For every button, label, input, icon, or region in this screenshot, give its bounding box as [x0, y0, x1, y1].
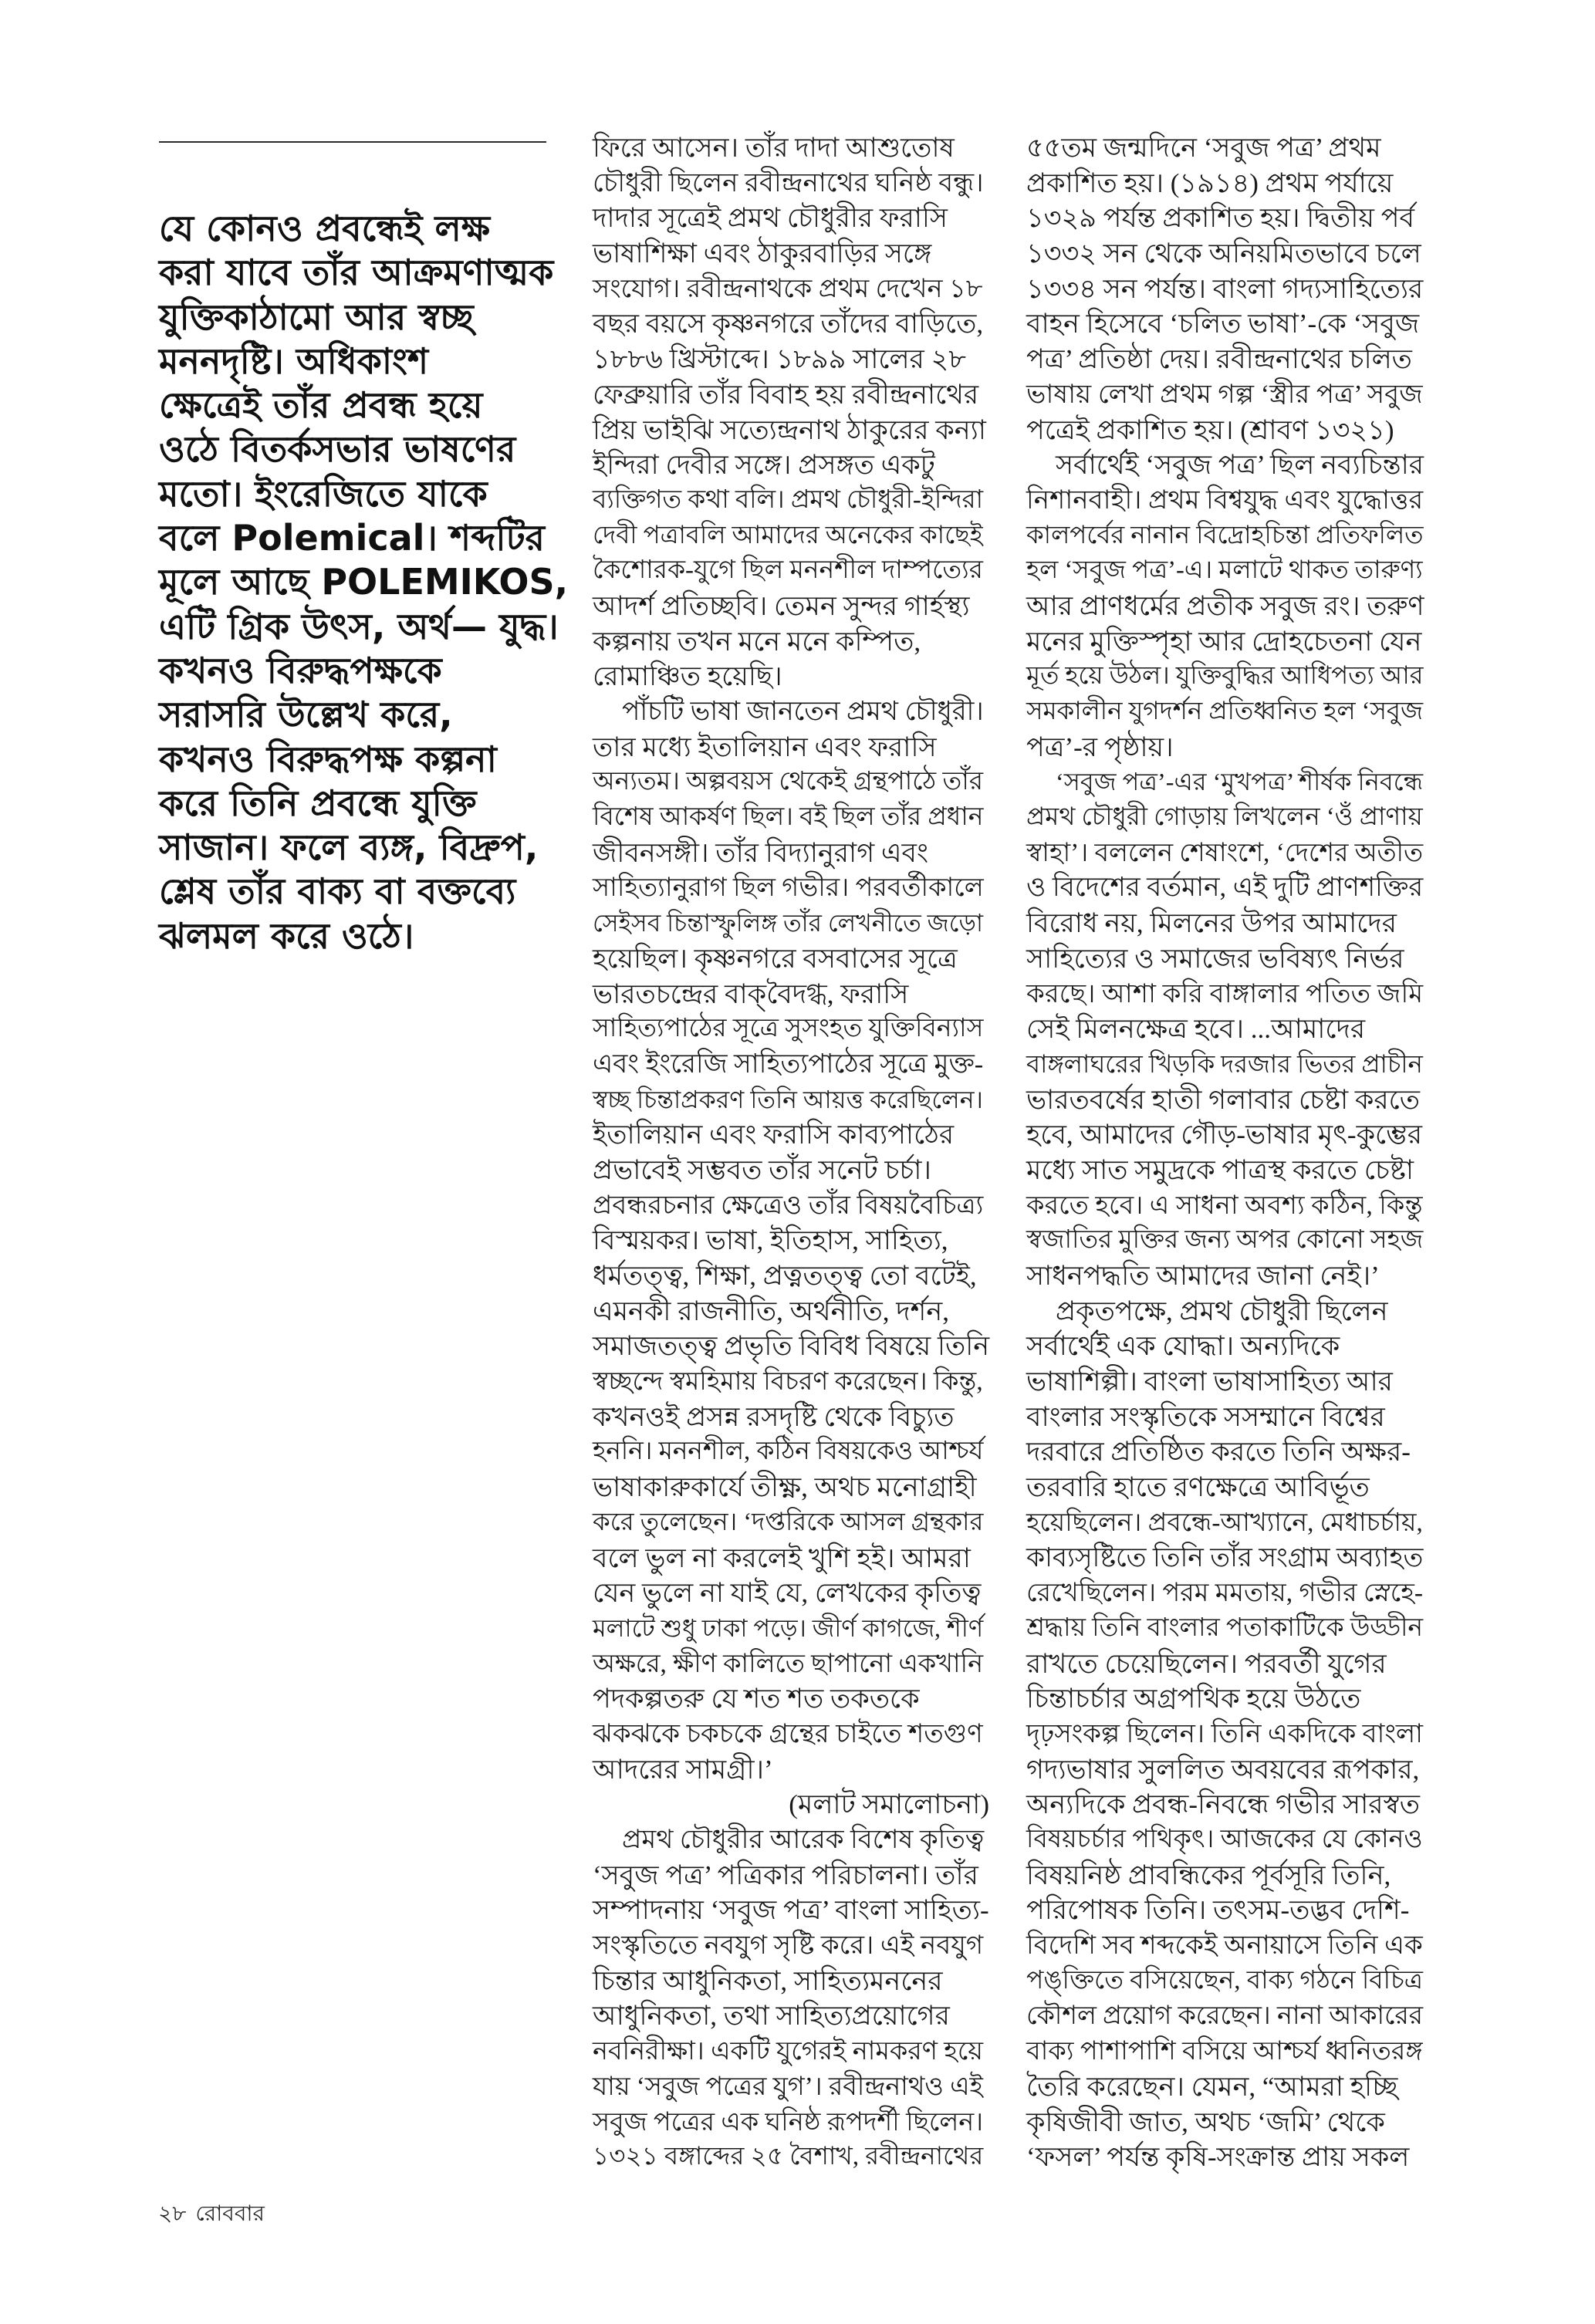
- page-number: ২৮: [158, 2202, 187, 2226]
- text-line: করতে হবে। এ সাধনা অবশ্য কঠিন, কিন্তু: [1026, 1191, 1423, 1220]
- text-line: অন্যতম। অল্পবয়স থেকেই গ্রন্থপাঠে তাঁর: [593, 768, 984, 796]
- text-line: বাক্য পাশাপাশি বসিয়ে আশ্চর্য ধ্বনিতরঙ্গ: [1026, 2037, 1423, 2066]
- text-line: আদর্শ প্রতিচ্ছবি। তেমন সুন্দর গার্হস্থ্য: [593, 590, 970, 621]
- text-line: ১৮৮৬ খ্রিস্টাব্দে। ১৮৯৯ সালের ২৮: [593, 344, 966, 375]
- paragraph: [1026, 1294, 1429, 2175]
- paragraph: [1026, 765, 1429, 1293]
- text-line: বাংলার সংস্কৃতিকে সসম্মানে বিশ্বের: [1026, 1401, 1385, 1432]
- text-line: পঙ্‌ক্তিতে বসিয়েছেন, বাক্য গঠনে বিচিত্র: [1026, 1966, 1424, 1995]
- text-line: ভাষাশিক্ষা এবং ঠাকুরবাড়ির সঙ্গে: [593, 238, 932, 269]
- text-line: প্রিয় ভাইঝি সত্যেন্দ্রনাথ ঠাকুরের কন্যা: [593, 414, 986, 445]
- text-line: চিন্তাচর্চার অগ্রপথিক হয়ে উঠতে: [1026, 1684, 1361, 1714]
- text-line: সমাজতত্ত্ব প্রভৃতি বিবিধ বিষয়ে তিনি: [593, 1331, 990, 1362]
- text-line: ‘সবুজ পত্র’-এর ‘মুখপত্র’ শীর্ষক নিবন্ধে: [1056, 768, 1424, 796]
- top-rule: [159, 141, 546, 143]
- pull-quote-line: সাজান। ফলে ব্যঙ্গ, বিদ্রুপ,: [159, 826, 539, 869]
- text-line: সম্পাদনায় ‘সবুজ পত্র’ বাংলা সাহিত্য-: [593, 1895, 989, 1926]
- text-line: সেইসব চিন্তাস্ফুলিঙ্গ তাঁর লেখনীতে জড়ো: [593, 910, 984, 937]
- text-line: প্রভাবেই সম্ভবত তাঁর সনেট চর্চা।: [593, 1154, 931, 1185]
- text-line: এমনকী রাজনীতি, অর্থনীতি, দর্শন,: [593, 1295, 949, 1326]
- text-line: ঝকঝকে চকচকে গ্রন্থের চাইতে শতগুণ: [593, 1719, 983, 1748]
- text-line: হননি। মননশীল, কঠিন বিষয়কেও আশ্চর্য: [593, 1437, 984, 1466]
- text-line: গদ্যভাষার সুললিত অবয়বের রূপকার,: [1026, 1754, 1420, 1785]
- text-line: চিন্তার আধুনিকতা, সাহিত্যমননের: [593, 1965, 943, 1996]
- text-line: ‘সবুজ পত্র’ পত্রিকার পরিচালনা। তাঁর: [593, 1860, 978, 1890]
- text-line: ভাষায় লেখা প্রথম গল্প ‘স্ত্রীর পত্র’ সবুজ: [1026, 380, 1423, 409]
- text-line: প্রমথ চৌধুরীর আরেক বিশেষ কৃতিত্ব: [622, 1826, 985, 1854]
- text-line: সবুজ পত্রের এক ঘনিষ্ঠ রূপদর্শী ছিলেন।: [593, 2107, 984, 2137]
- text-line: কখনওই প্রসন্ন রসদৃষ্টি থেকে বিচ্যুত: [593, 1401, 955, 1432]
- text-line: সংযোগ। রবীন্দ্রনাথকে প্রথম দেখেন ১৮: [593, 274, 983, 303]
- text-line: সাহিত্যানুরাগ ছিল গভীর। পরবর্তীকালে: [593, 873, 984, 903]
- text-line: সমকালীন যুগদর্শন প্রতিধ্বনিত হল ‘সবুজ: [1026, 698, 1424, 725]
- text-line: আর প্রাণধর্মের প্রতীক সবুজ রং। তরুণ: [1026, 590, 1424, 621]
- pull-quote-line: ক্ষেত্রেই তাঁর প্রবন্ধ হয়ে: [159, 384, 483, 427]
- text-line: নবনিরীক্ষা। একটি যুগেরই নামকরণ হয়ে: [593, 2037, 983, 2066]
- text-line: পরিপোষক তিনি। তৎসম-তদ্ভব দেশি-: [1026, 1895, 1410, 1926]
- text-line: ধর্মতত্ত্ব, শিক্ষা, প্রত্নতত্ত্ব তো বটেই,: [593, 1261, 977, 1291]
- text-line: পত্র’ প্রতিষ্ঠা দেয়। রবীন্দ্রনাথের চলিত: [1026, 344, 1412, 375]
- paragraph: [593, 1822, 989, 2175]
- publication-name: রোববার: [195, 2202, 265, 2226]
- text-line: করে তুলেছেন। ‘দপ্তরিকে আসল গ্রন্থকার: [593, 1508, 984, 1536]
- text-line: স্বাহা’। বললেন শেষাংশে, ‘দেশের অতীত: [1026, 838, 1424, 867]
- text-line: বাঙ্গলাঘরের খিড়কি দরজার ভিতর প্রাচীন: [1026, 1049, 1423, 1078]
- text-line: স্বচ্ছ চিন্তাপ্রকরণ তিনি আয়ত্ত করেছিলেন।: [593, 1086, 983, 1113]
- text-line: মলাটে শুধু ঢাকা পড়ে। জীর্ণ কাগজে, শীর্ণ: [593, 1614, 984, 1642]
- text-line: মনের মুক্তিস্পৃহা আর দ্রোহচেতনা যেন: [1026, 626, 1422, 657]
- paragraph: [1026, 448, 1429, 765]
- text-line: দেবী পত্রাবলি আমাদের অনেকের কাছেই: [593, 521, 983, 549]
- pull-quote-line: যুক্তিকাঠামো আর স্বচ্ছ: [159, 296, 474, 338]
- pull-quote-line: শ্লেষ তাঁর বাক্য বা বক্তব্যে: [159, 870, 516, 913]
- text-line: হবে, আমাদের গৌড়-ভাষার মৃৎ-কুম্ভের: [1026, 1120, 1423, 1150]
- text-line: যেন ভুলে না যাই যে, লেখকের কৃতিত্ব: [593, 1578, 982, 1609]
- text-line: সাহিত্যের ও সমাজের ভবিষ্যৎ নির্ভর: [1026, 943, 1404, 974]
- text-line: দাদার সূত্রেই প্রমথ চৌধুরীর ফরাসি: [593, 203, 948, 234]
- pull-quote-line: সরাসরি উল্লেখ করে,: [159, 694, 453, 736]
- text-line: প্রমথ চৌধুরী গোড়ায় লিখলেন ‘ওঁ প্রাণায়: [1026, 803, 1423, 832]
- text-line: ভাষাশিল্পী। বাংলা ভাষাসাহিত্য আর: [1026, 1366, 1393, 1397]
- text-line: বিরোধ নয়, মিলনের উপর আমাদের: [1026, 908, 1397, 939]
- pull-quote-line: মূলে আছে POLEMIKOS,: [159, 561, 569, 603]
- pull-quote-line: করা যাবে তাঁর আক্রমণাত্মক: [159, 252, 554, 294]
- pull-quote-line: বলে Polemical। শব্দটির: [159, 517, 545, 559]
- text-line: সেই মিলনক্ষেত্র হবে। ...আমাদের: [1026, 1014, 1366, 1045]
- article-column-right: [1026, 130, 1429, 2175]
- text-line: ব্যক্তিগত কথা বলি। প্রমথ চৌধুরী-ইন্দিরা: [593, 485, 984, 514]
- text-line: মূর্ত হয়ে উঠল। যুক্তিবুদ্ধির আধিপত্য আর: [1026, 662, 1424, 691]
- pull-quote-line: এটি গ্রিক উৎস, অর্থ— যুদ্ধ।: [159, 605, 559, 647]
- text-line: কালপর্বের নানান বিদ্রোহচিন্তা প্রতিফলিত: [1026, 521, 1424, 549]
- pull-quote: [159, 207, 568, 958]
- text-line: বিষয়নিষ্ঠ প্রাবন্ধিকের পূর্বসূরি তিনি,: [1026, 1860, 1391, 1890]
- text-line: বলে ভুল না করলেই খুশি হই। আমরা: [593, 1542, 971, 1573]
- source-citation: (মলাট সমালোচনা): [789, 1789, 989, 1820]
- pull-quote-line: করে তিনি প্রবন্ধে যুক্তি: [159, 782, 477, 824]
- text-line: তৈরি করেছেন। যেমন, “আমরা হচ্ছি: [1026, 2071, 1398, 2102]
- text-line: হয়েছিলেন। প্রবন্ধে-আখ্যানে, মেধাচর্চায়,: [1026, 1508, 1423, 1537]
- text-line: আদরের সামগ্রী।’: [593, 1754, 773, 1785]
- text-line: স্বচ্ছন্দে স্বমহিমায় বিচরণ করেছেন। কিন্তু,: [593, 1367, 983, 1397]
- text-line: ১৩২১ বঙ্গাব্দের ২৫ বৈশাখ, রবীন্দ্রনাথের: [593, 2143, 984, 2171]
- text-line: কাব্যসৃষ্টিতে তিনি তাঁর সংগ্রাম অব্যাহত: [1026, 1542, 1424, 1572]
- text-line: স্বজাতির মুক্তির জন্য অপর কোনো সহজ: [1026, 1226, 1424, 1255]
- text-line: ও বিদেশের বর্তমান, এই দুটি প্রাণশক্তির: [1026, 873, 1424, 903]
- text-line: সর্বার্থেই ‘সবুজ পত্র’ ছিল নব্যচিন্তার: [1056, 450, 1424, 481]
- text-line: দৃঢ়সংকল্প ছিলেন। তিনি একদিকে বাংলা: [1026, 1719, 1423, 1748]
- pull-quote-line: ওঠে বিতর্কসভার ভাষণের: [159, 428, 516, 471]
- text-line: পাঁচটি ভাষা জানতেন প্রমথ চৌধুরী।: [622, 697, 984, 726]
- text-line: ১৩৩২ সন থেকে অনিয়মিতভাবে চলে: [1026, 238, 1421, 269]
- text-line: ১৩৩৪ সন পর্যন্ত। বাংলা গদ্যসাহিত্যের: [1026, 273, 1424, 304]
- text-line: ‘ফসল’ পর্যন্ত কৃষি-সংক্রান্ত প্রায় সকল: [1026, 2142, 1410, 2173]
- pull-quote-line: কখনও বিরুদ্ধপক্ষ কল্পনা: [159, 738, 497, 780]
- text-line: বছর বয়সে কৃষ্ণনগরে তাঁদের বাড়িতে,: [593, 309, 984, 339]
- text-line: কল্পনায় তখন মনে মনে কম্পিত,: [593, 626, 921, 657]
- paragraph: [1026, 130, 1429, 448]
- text-line: সাহিত্যপাঠের সূত্রে সুসংহত যুক্তিবিন্যাস: [593, 1015, 984, 1043]
- pull-quote-line: মননদৃষ্টি। অধিকাংশ: [159, 339, 429, 382]
- text-line: প্রবন্ধরচনার ক্ষেত্রেও তাঁর বিষয়বৈচিত্র্য: [593, 1191, 984, 1220]
- text-line: তার মধ্যে ইতালিয়ান এবং ফরাসি: [593, 731, 937, 762]
- text-line: মধ্যে সাত সমুদ্রকে পাত্রস্থ করতে চেষ্টা: [1026, 1154, 1414, 1185]
- text-line: অক্ষরে, ক্ষীণ কালিতে ছাপানো একখানি: [593, 1649, 983, 1678]
- text-line: ইন্দিরা দেবীর সঙ্গে। প্রসঙ্গত একটু: [593, 450, 935, 481]
- text-line: ভারতবর্ষের হাতী গলাবার চেষ্টা করতে: [1026, 1084, 1420, 1115]
- text-line: নিশানবাহী। প্রথম বিশ্বযুদ্ধ এবং যুদ্ধোত্তর: [1026, 485, 1424, 515]
- text-line: এবং ইংরেজি সাহিত্যপাঠের সূত্রে মুক্ত-: [593, 1049, 984, 1079]
- text-line: রাখতে চেয়েছিলেন। পরবর্তী যুগের: [1026, 1648, 1387, 1679]
- text-line: ফিরে আসেন। তাঁর দাদা আশুতোষ: [593, 133, 955, 163]
- text-line: পত্র’-র পৃষ্ঠায়।: [1026, 731, 1174, 762]
- text-line: কৃষিজীবী জাত, অথচ ‘জমি’ থেকে: [1026, 2106, 1385, 2137]
- text-line: হল ‘সবুজ পত্র’-এ। মলাটে থাকত তারুণ্য: [1026, 556, 1423, 585]
- paragraph: [593, 130, 989, 694]
- pull-quote-line: যে কোনও প্রবন্ধেই লক্ষ: [159, 208, 491, 249]
- text-line: সর্বার্থেই এক যোদ্ধা। অন্যদিকে: [1026, 1331, 1340, 1362]
- text-line: বিশেষ আকর্ষণ ছিল। বই ছিল তাঁর প্রধান: [593, 803, 984, 832]
- text-line: ইতালিয়ান এবং ফরাসি কাব্যপাঠের: [593, 1120, 955, 1150]
- text-line: বিষয়চর্চার পথিকৃৎ। আজকের যে কোনও: [1026, 1826, 1423, 1853]
- text-line: বাহন হিসেবে ‘চলিত ভাষা’-কে ‘সবুজ: [1026, 309, 1420, 339]
- text-line: তরবারি হাতে রণক্ষেত্রে আবির্ভূত: [1026, 1472, 1370, 1503]
- text-line: সংস্কৃতিতে নবযুগ সৃষ্টি করে। এই নবযুগ: [593, 1931, 984, 1961]
- text-line: আধুনিকতা, তথা সাহিত্যপ্রয়োগের: [593, 2001, 950, 2032]
- text-line: রেখেছিলেন। পরম মমতায়, গভীর স্নেহে-: [1026, 1579, 1424, 1608]
- text-line: ফেব্রুয়ারি তাঁর বিবাহ হয় রবীন্দ্রনাথের: [593, 379, 979, 410]
- text-line: কৈশোরক-যুগে ছিল মননশীল দাম্পত্যের: [593, 556, 983, 585]
- text-line: শ্রদ্ধায় তিনি বাংলার পতাকাটিকে উড্ডীন: [1026, 1613, 1424, 1642]
- text-line: পত্রেই প্রকাশিত হয়। (শ্রাবণ ১৩২১): [1026, 414, 1394, 445]
- text-line: ১৩২৯ পর্যন্ত প্রকাশিত হয়। দ্বিতীয় পর্ব: [1026, 203, 1414, 234]
- text-line: ভারতচন্দ্রের বাক্‌বৈদগ্ধ, ফরাসি: [593, 978, 909, 1009]
- text-line: জীবনসঙ্গী। তাঁর বিদ্যানুরাগ এবং: [593, 837, 929, 868]
- article-column-middle: [593, 130, 989, 2175]
- text-line: রোমাঞ্চিত হয়েছি।: [593, 661, 782, 692]
- pull-quote-line: কখনও বিরুদ্ধপক্ষকে: [159, 649, 442, 691]
- text-line: ভাষাকারুকার্যে তীক্ষ্ণ, অথচ মনোগ্রাহী: [593, 1472, 977, 1503]
- text-line: প্রকাশিত হয়। (১৯১৪) প্রথম পর্যায়ে: [1026, 167, 1394, 198]
- footer: [158, 2199, 265, 2230]
- paragraph: [593, 694, 989, 1787]
- text-line: প্রকৃতপক্ষে, প্রমথ চৌধুরী ছিলেন: [1056, 1295, 1388, 1326]
- text-line: যায় ‘সবুজ পত্রের যুগ’। রবীন্দ্রনাথও এই: [593, 2072, 983, 2101]
- text-line: করছে। আশা করি বাঙ্গালার পতিত জমি: [1026, 979, 1424, 1008]
- text-line: বিস্ময়কর। ভাষা, ইতিহাস, সাহিত্য,: [593, 1225, 948, 1256]
- text-line: অন্যদিকে প্রবন্ধ-নিবন্ধে গভীর সারস্বত: [1026, 1789, 1421, 1820]
- text-line: কৌশল প্রয়োগ করেছেন। নানা আকারের: [1026, 2001, 1423, 2031]
- pull-quote-line: মতো। ইংরেজিতে যাকে: [159, 472, 488, 515]
- pull-quote-line: ঝলমল করে ওঠে।: [159, 914, 414, 957]
- text-line: সাধনপদ্ধতি আমাদের জানা নেই।’: [1026, 1261, 1380, 1291]
- text-line: চৌধুরী ছিলেন রবীন্দ্রনাথের ঘনিষ্ঠ বন্ধু।: [593, 168, 984, 198]
- text-line: বিদেশি সব শব্দকেই অনায়াসে তিনি এক: [1026, 1931, 1423, 1961]
- text-line: ৫৫তম জন্মদিনে ‘সবুজ পত্র’ প্রথম: [1026, 133, 1381, 163]
- text-line: দরবারে প্রতিষ্ঠিত করতে তিনি অক্ষর-: [1026, 1437, 1411, 1468]
- text-line: পদকল্পতরু যে শত শত তকতকে: [593, 1684, 920, 1714]
- text-line: হয়েছিল। কৃষ্ণনগরে বসবাসের সূত্রে: [593, 943, 958, 974]
